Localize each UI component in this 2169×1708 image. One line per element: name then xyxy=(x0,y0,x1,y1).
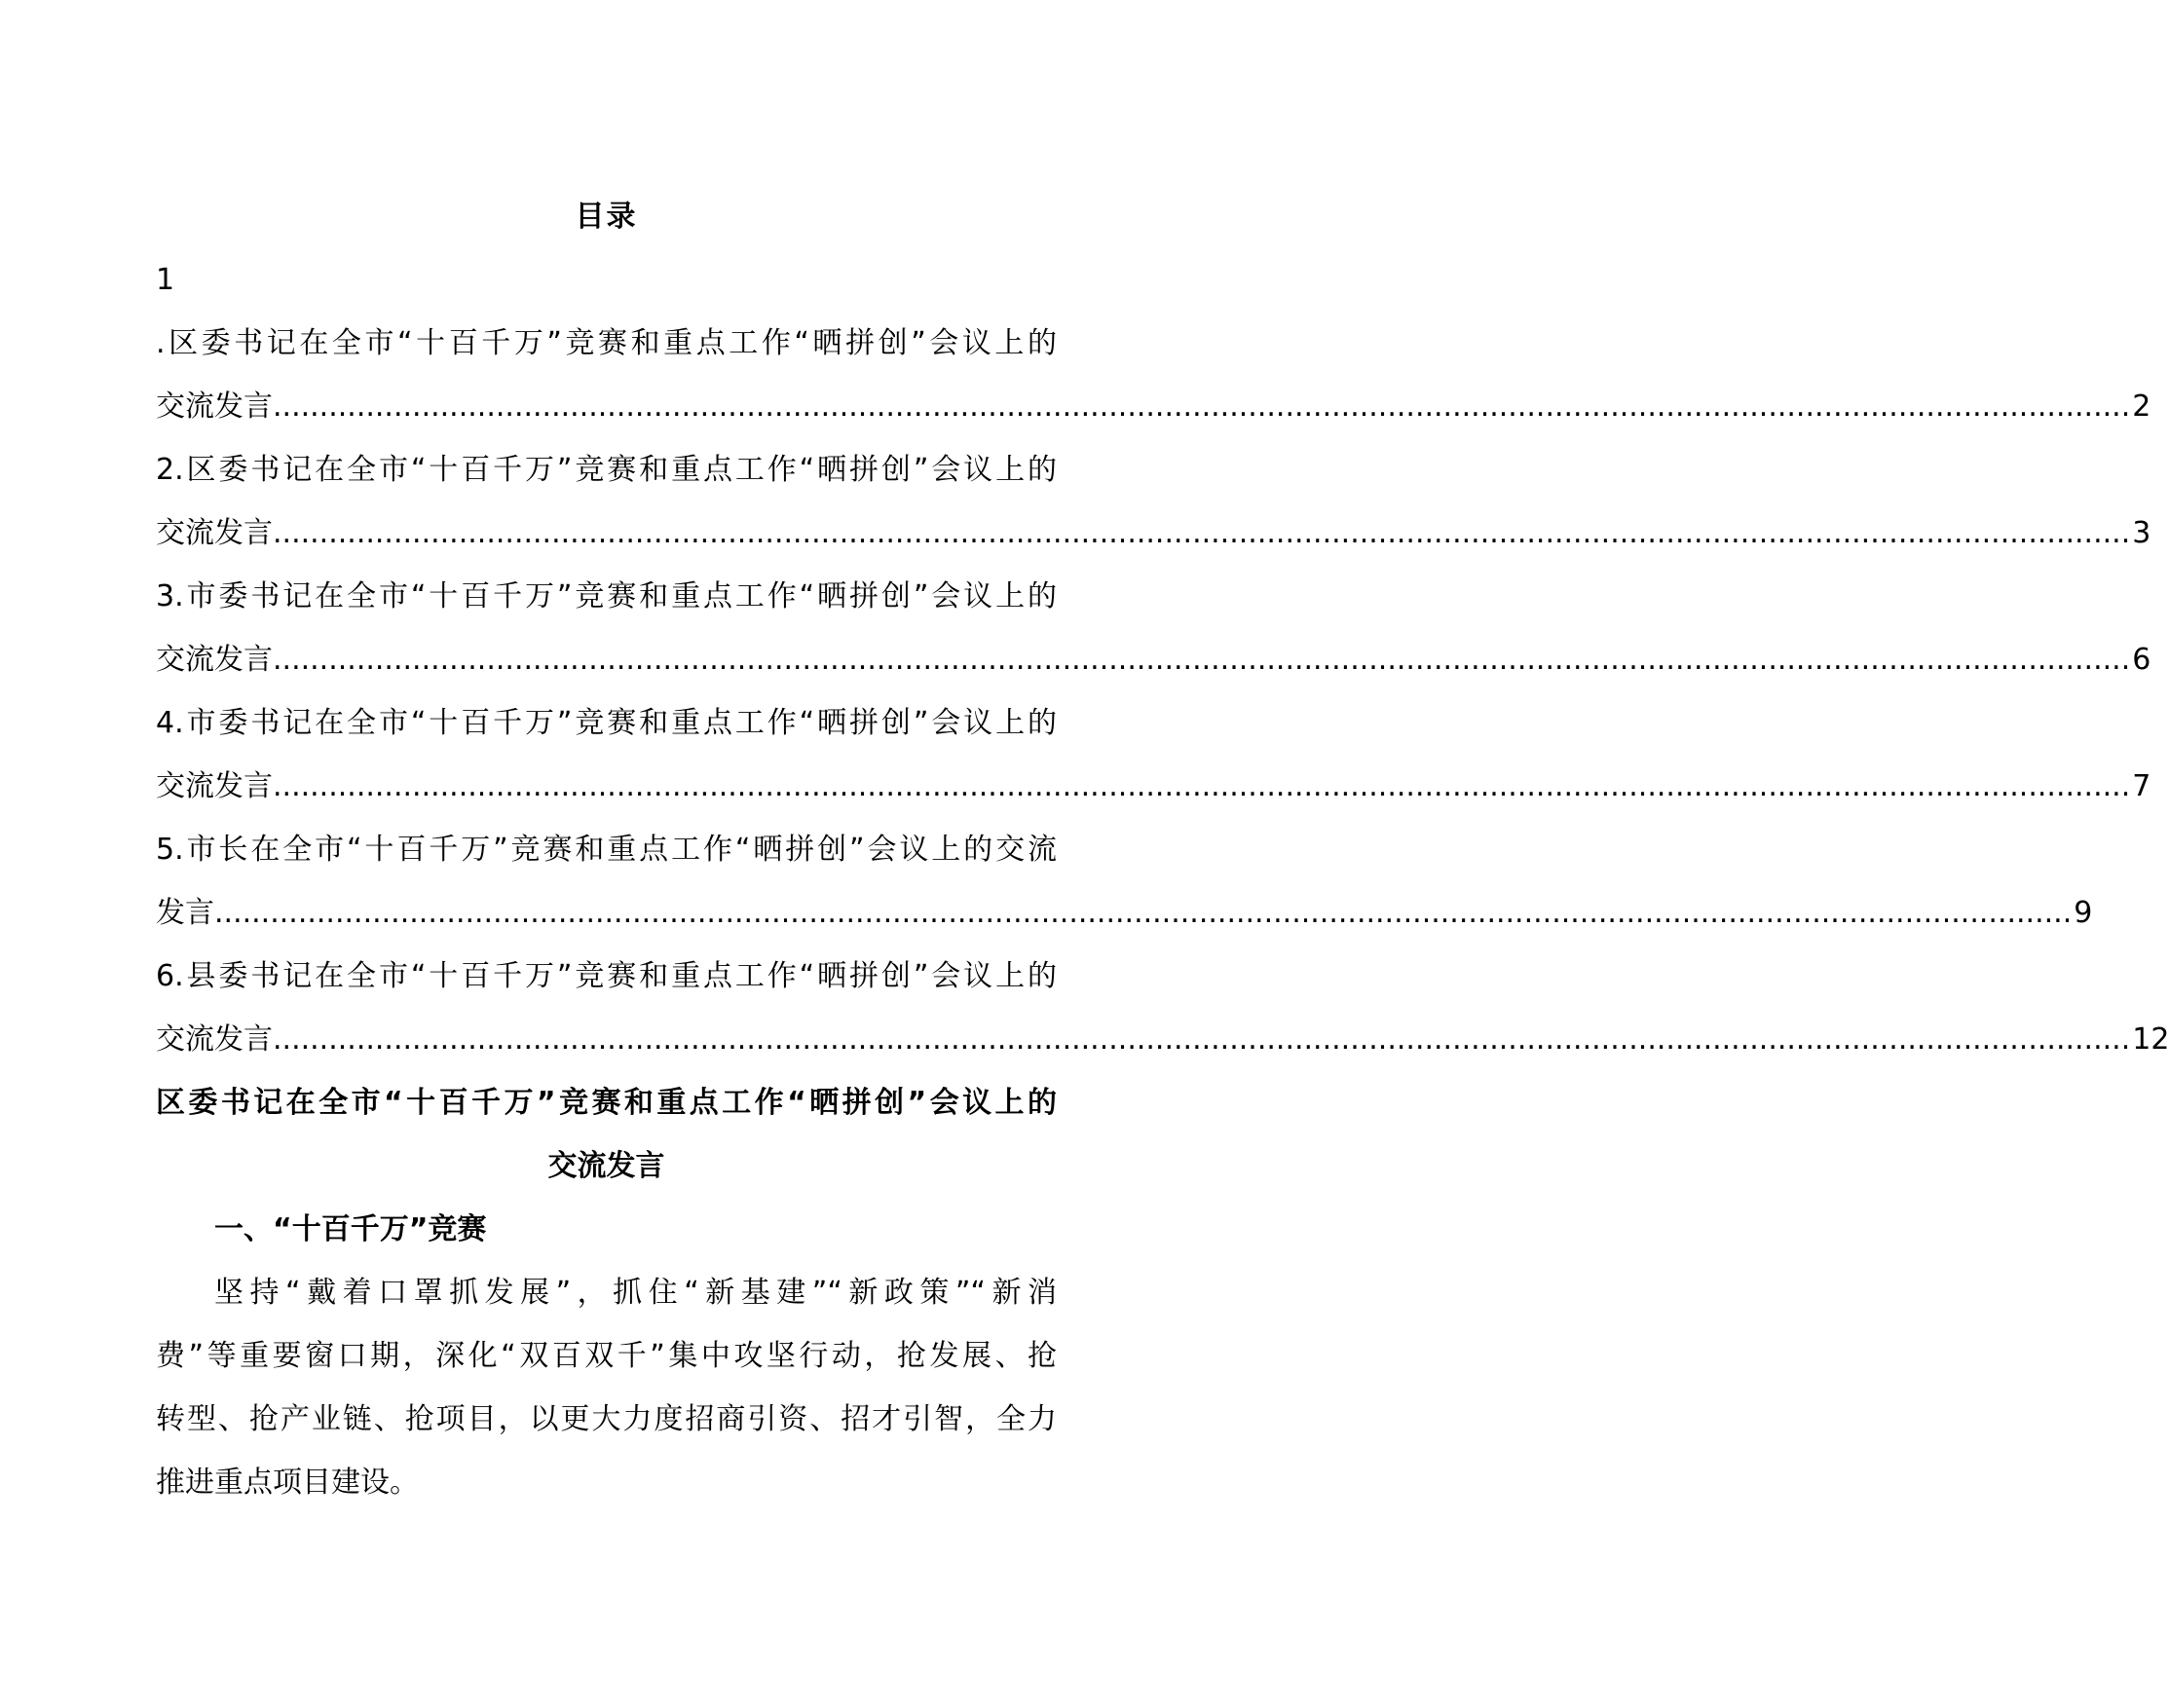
section-heading: 一、“十百千万”竞赛 xyxy=(214,1212,487,1246)
toc-leader-dots: ........................................................................................................................................................................................................ xyxy=(214,896,2073,930)
toc-entry-2-line2[interactable] xyxy=(156,501,2151,565)
toc-entry-1-line1[interactable]: .区委书记在全市“十百千万”竞赛和重点工作“晒拼创”会议上的 xyxy=(156,326,1057,360)
paragraph-line: 费”等重要窗口期，深化“双百双千”集中攻坚行动，抢发展、抢 xyxy=(156,1339,1057,1373)
toc-leader-dots: ........................................................................................................................................................................................................ xyxy=(273,769,2131,803)
toc-entry-number: 1 xyxy=(156,263,175,297)
toc-entry-5-line1[interactable]: 5.市长在全市“十百千万”竞赛和重点工作“晒拼创”会议上的交流 xyxy=(156,833,1057,867)
toc-entry-4-line1[interactable]: 4.市委书记在全市“十百千万”竞赛和重点工作“晒拼创”会议上的 xyxy=(156,706,1057,740)
toc-entry-text: 交流发言 xyxy=(156,516,273,550)
toc-entry-3-line2[interactable] xyxy=(156,628,2151,691)
toc-leader-dots: ........................................................................................................................................................................................................ xyxy=(273,516,2131,550)
toc-page-number: 6 xyxy=(2132,643,2151,677)
toc-title: 目录 xyxy=(575,200,638,234)
article-title-line1: 区委书记在全市“十百千万”竞赛和重点工作“晒拼创”会议上的 xyxy=(156,1086,1057,1120)
toc-entry-text: 交流发言 xyxy=(156,643,273,677)
paragraph-line: 推进重点项目建设。 xyxy=(156,1466,419,1500)
toc-entry-3-line1[interactable]: 3.市委书记在全市“十百千万”竞赛和重点工作“晒拼创”会议上的 xyxy=(156,579,1057,613)
toc-leader-dots: ........................................................................................................................................................................................................ xyxy=(273,643,2131,677)
toc-page-number: 7 xyxy=(2132,769,2151,803)
toc-entry-text: 发言 xyxy=(156,896,214,930)
toc-entry-5-line2[interactable] xyxy=(156,881,2093,945)
toc-entry-6-line2[interactable] xyxy=(156,1008,2169,1071)
toc-page-number: 9 xyxy=(2074,896,2093,930)
toc-page-number: 3 xyxy=(2132,516,2151,550)
page-content xyxy=(156,185,2169,1514)
toc-entry-text: 交流发言 xyxy=(156,390,273,424)
toc-page-number: 2 xyxy=(2132,390,2151,424)
toc-entry-6-line1[interactable]: 6.县委书记在全市“十百千万”竞赛和重点工作“晒拼创”会议上的 xyxy=(156,959,1057,993)
toc-entry-text: 交流发言 xyxy=(156,1022,273,1057)
toc-entry-1-line2[interactable] xyxy=(156,375,2151,438)
article-title-line2: 交流发言 xyxy=(547,1149,665,1183)
toc-leader-dots: ........................................................................................................................................................................................................ xyxy=(273,390,2131,424)
toc-entry-text: 交流发言 xyxy=(156,769,273,803)
toc-leader-dots: ........................................................................................................................................................................................................ xyxy=(273,1022,2131,1057)
toc-entry-2-line1[interactable]: 2.区委书记在全市“十百千万”竞赛和重点工作“晒拼创”会议上的 xyxy=(156,453,1057,487)
paragraph-line: 转型、抢产业链、抢项目，以更大力度招商引资、招才引智，全力 xyxy=(156,1402,1057,1436)
toc-entry-4-line2[interactable] xyxy=(156,755,2151,818)
paragraph-line: 坚持“戴着口罩抓发展”，抓住“新基建”“新政策”“新消 xyxy=(214,1276,1057,1310)
toc-page-number: 12 xyxy=(2132,1022,2169,1057)
